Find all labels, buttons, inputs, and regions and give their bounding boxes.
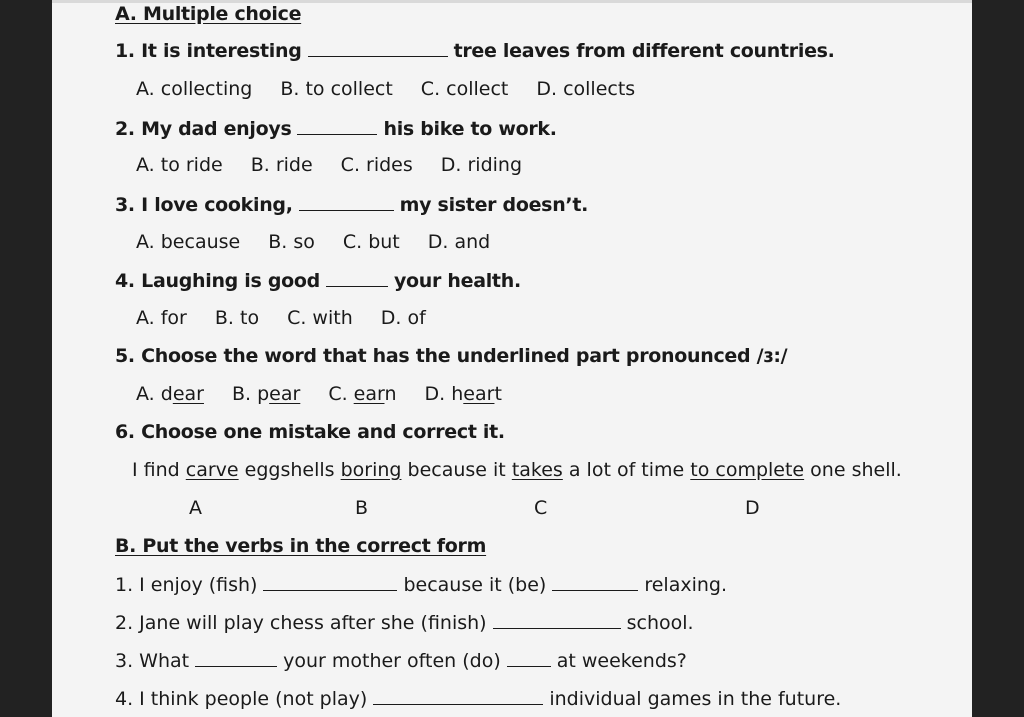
answer-blank[interactable]	[373, 686, 543, 705]
option-d[interactable]: D. of	[380, 307, 426, 329]
answer-blank[interactable]	[308, 38, 448, 57]
option-b[interactable]: B. to	[214, 307, 260, 329]
option-letter: D.	[424, 383, 452, 405]
question-text: 4. I think people (not play)	[115, 688, 368, 710]
mistake-label-a: A	[189, 497, 202, 519]
answer-blank[interactable]	[326, 268, 388, 287]
underlined-part: ear	[172, 383, 204, 405]
verb-question-4	[115, 686, 841, 711]
question-text: 2. Jane will play chess after she (finish)	[115, 612, 487, 634]
question-4-after: your health.	[393, 270, 521, 292]
question-3-options	[136, 230, 490, 254]
underlined-part: ear	[269, 383, 301, 405]
answer-blank[interactable]	[297, 116, 377, 135]
sentence-part: I find	[132, 459, 186, 481]
question-3	[115, 192, 588, 217]
underlined-part: ear	[353, 383, 385, 405]
question-text: at weekends?	[556, 650, 687, 672]
question-2-before: 2. My dad enjoys	[115, 118, 292, 140]
question-3-after: my sister doesn’t.	[399, 194, 589, 216]
answer-blank[interactable]	[493, 610, 621, 629]
option-a[interactable]: A. because	[136, 231, 241, 253]
option-b[interactable]: B. ride	[250, 154, 313, 176]
question-5-options	[136, 382, 502, 406]
underlined-part: ear	[463, 383, 495, 405]
question-text: individual games in the future.	[549, 688, 842, 710]
word-part: p	[257, 383, 270, 405]
answer-blank[interactable]	[195, 648, 277, 667]
answer-blank[interactable]	[263, 572, 397, 591]
section-a-title: A. Multiple choice	[115, 3, 302, 25]
mistake-label-b: B	[355, 497, 369, 519]
option-letter: C.	[328, 383, 354, 405]
option-b[interactable]	[232, 382, 300, 406]
verb-question-3	[115, 648, 687, 673]
option-a[interactable]: A. for	[136, 307, 187, 329]
option-d[interactable]: D. riding	[440, 154, 523, 176]
verb-question-1	[115, 572, 727, 597]
mistake-label-d: D	[745, 497, 760, 519]
question-1-before: 1. It is interesting	[115, 40, 302, 62]
option-a[interactable]: A. collecting	[136, 78, 253, 100]
question-2-options	[136, 153, 522, 177]
sentence-part: because it	[401, 459, 512, 481]
question-text: 3. What	[115, 650, 190, 672]
question-4-options	[136, 306, 426, 330]
question-4	[115, 268, 521, 293]
word-part: t	[494, 383, 502, 405]
option-d[interactable]: D. and	[427, 231, 491, 253]
verb-question-2	[115, 610, 694, 635]
sentence-part: eggshells	[238, 459, 341, 481]
question-text: school.	[626, 612, 694, 634]
question-3-before: 3. I love cooking,	[115, 194, 293, 216]
word-part: n	[384, 383, 397, 405]
option-letter: A.	[136, 383, 161, 405]
question-text: 1. I enjoy (fish)	[115, 574, 258, 596]
option-b[interactable]: B. to collect	[280, 78, 393, 100]
sentence-part: a lot of time	[562, 459, 691, 481]
option-c[interactable]	[328, 382, 396, 406]
underlined-c[interactable]: takes	[511, 459, 563, 481]
question-1-options	[136, 77, 635, 101]
option-c[interactable]: C. but	[342, 231, 400, 253]
sentence-part: one shell.	[804, 459, 902, 481]
word-part: h	[451, 383, 464, 405]
question-1	[115, 38, 835, 63]
question-2-after: his bike to work.	[383, 118, 557, 140]
underlined-b[interactable]: boring	[340, 459, 402, 481]
question-4-before: 4. Laughing is good	[115, 270, 320, 292]
word-part: d	[160, 383, 173, 405]
underlined-a[interactable]: carve	[185, 459, 239, 481]
question-text: your mother often (do)	[283, 650, 501, 672]
mistake-label-c: C	[534, 497, 548, 519]
question-1-after: tree leaves from different countries.	[453, 40, 835, 62]
option-b[interactable]: B. so	[268, 231, 315, 253]
question-text: relaxing.	[644, 574, 727, 596]
option-c[interactable]: C. rides	[340, 154, 413, 176]
option-a[interactable]	[136, 382, 204, 406]
option-c[interactable]: C. collect	[420, 78, 509, 100]
option-d[interactable]: D. collects	[536, 78, 636, 100]
option-letter: B.	[231, 383, 258, 405]
question-text: because it (be)	[403, 574, 547, 596]
option-d[interactable]	[425, 382, 502, 406]
question-2	[115, 116, 557, 141]
answer-blank[interactable]	[299, 192, 394, 211]
question-5: 5. Choose the word that has the underlined part pronounced /ɜ:/	[115, 345, 788, 367]
section-b-title: B. Put the verbs in the correct form	[115, 535, 487, 557]
worksheet	[52, 0, 972, 717]
option-a[interactable]: A. to ride	[136, 154, 223, 176]
question-6: 6. Choose one mistake and correct it.	[115, 421, 505, 443]
question-6-sentence	[132, 458, 902, 482]
answer-blank[interactable]	[507, 648, 551, 667]
answer-blank[interactable]	[552, 572, 638, 591]
option-c[interactable]: C. with	[287, 307, 353, 329]
underlined-d[interactable]: to complete	[690, 459, 805, 481]
